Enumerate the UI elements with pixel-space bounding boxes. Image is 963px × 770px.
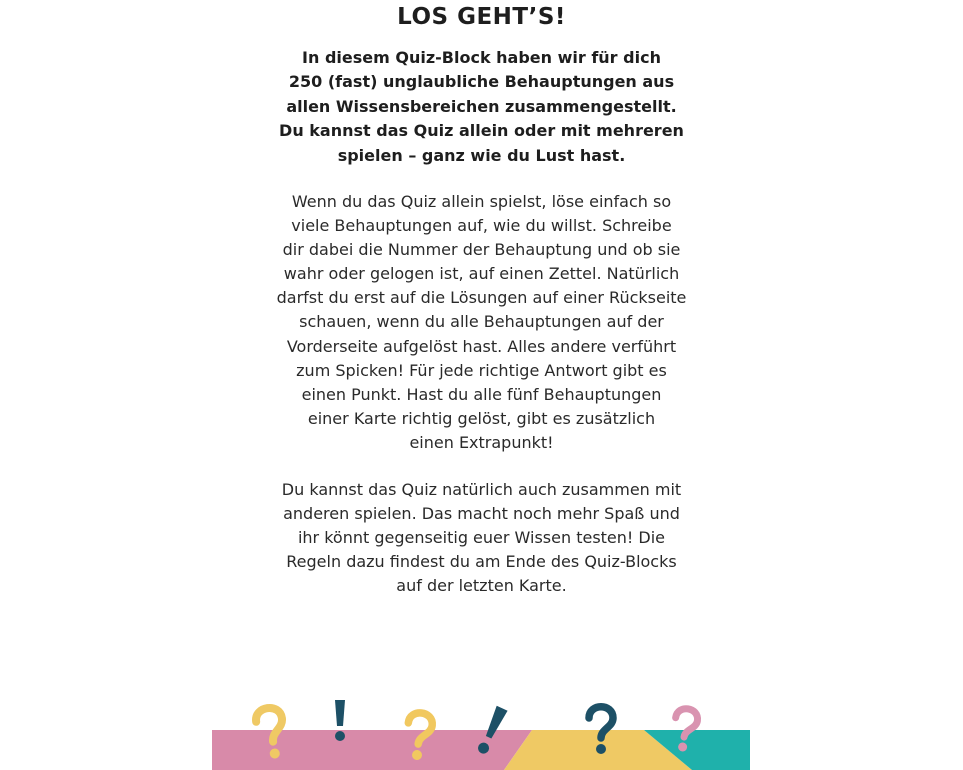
paragraph-line: Regeln dazu findest du am Ende des Quiz-Blocks <box>286 552 677 572</box>
exclamation-mark-icon <box>335 700 345 741</box>
paragraph-line: viele Behauptungen auf, wie du willst. Schreibe <box>291 216 672 236</box>
paragraph-line: Wenn du das Quiz allein spielst, löse einfach so <box>291 192 672 211</box>
intro-line: spielen – ganz wie du Lust hast. <box>337 145 626 165</box>
paragraph-line: einen Extrapunkt! <box>409 432 554 452</box>
paragraph-line: Vorderseite aufgelöst hast. Alles andere verführt <box>286 336 677 356</box>
paragraph-line: wahr oder gelogen ist, auf einen Zettel. Natürlich <box>283 264 680 284</box>
paragraph-line: einer Karte richtig gelöst, gibt es zusätzlich <box>307 408 656 428</box>
intro-line: In diesem Quiz-Block haben wir für dich <box>302 48 661 67</box>
group-rules-paragraph <box>0 478 963 598</box>
solo-rules-paragraph <box>0 190 963 455</box>
paragraph-line: dir dabei die Nummer der Behauptung und ob sie <box>282 240 681 260</box>
page-title: LOS GEHT’S! <box>397 4 566 30</box>
paragraph-line: schauen, wenn du alle Behauptungen auf der <box>299 312 664 332</box>
paragraph-line: darfst du erst auf die Lösungen auf einer Rückseite <box>276 288 687 308</box>
intro-line: Du kannst das Quiz allein oder mit mehreren <box>279 121 684 141</box>
paragraph-line: auf der letzten Karte. <box>396 576 567 596</box>
paragraph-line: anderen spielen. Das macht noch mehr Spaß und <box>283 504 680 524</box>
footer-illustration <box>212 690 750 770</box>
paragraph-line: Du kannst das Quiz natürlich auch zusammen mit <box>281 480 682 499</box>
paragraph-line: einen Punkt. Hast du alle fünf Behauptungen <box>301 384 662 404</box>
decorative-footer-band <box>212 690 750 770</box>
intro-line: 250 (fast) unglaubliche Behauptungen aus <box>288 72 675 92</box>
paragraph-line: ihr könnt gegenseitig euer Wissen testen! Die <box>297 528 666 548</box>
intro-text <box>0 46 963 168</box>
intro-line: allen Wissensbereichen zusammengestellt. <box>286 96 677 116</box>
paragraph-line: zum Spicken! Für jede richtige Antwort gibt es <box>296 360 667 380</box>
